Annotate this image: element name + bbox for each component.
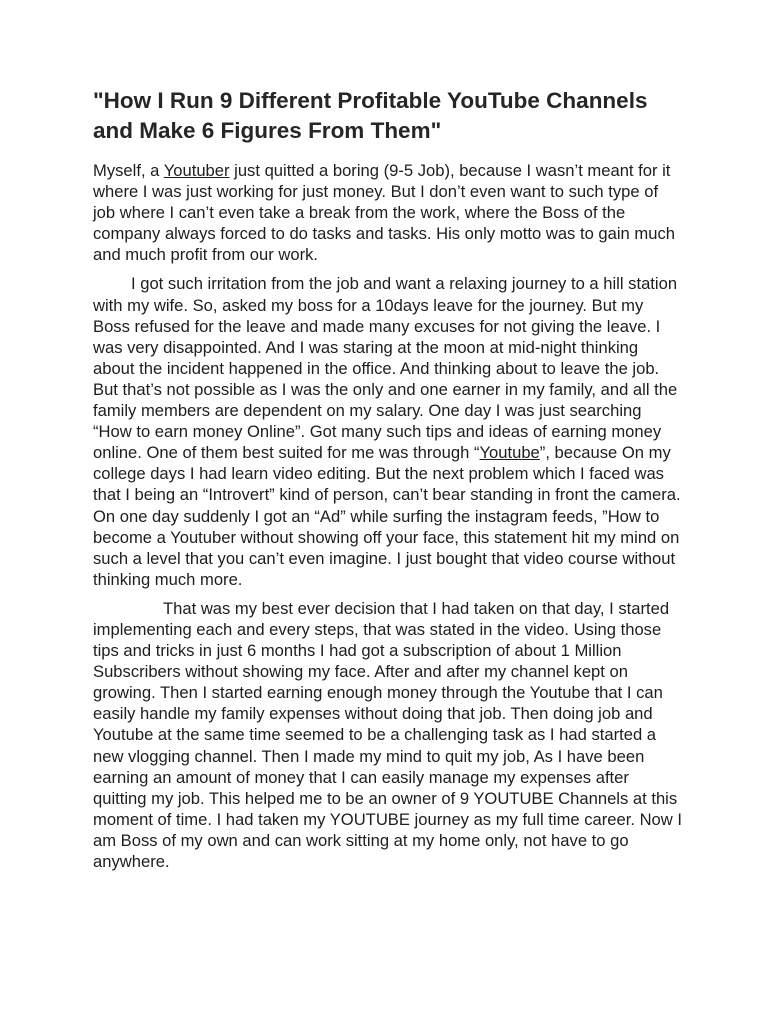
paragraph-3: That was my best ever decision that I had taken on that day, I started implementing each and every steps, that was stated in the video. Using those tips and tricks in just 6 months I had got a subscription of about 1 Million Subscribers without showing my face. After and after my channel kept on growing. Then I started earning enough money through the Youtube that I can easily handle my family expenses without doing that job. Then doing job and Youtube at the same time seemed to be a challenging task as I had started a new vlogging channel. Then I made my mind to quit my job, As I have been earning an amount of money that I can easily manage my expenses after quitting my job. This helped me to be an owner of 9 YOUTUBE Channels at this moment of time. I had taken my YOUTUBE journey as my full time career. Now I am Boss of my own and can work sitting at my home only, not have to go anywhere. xyxy=(93,598,682,871)
paragraph-1-text-start: Myself, a xyxy=(93,161,164,180)
document-title: "How I Run 9 Different Profitable YouTube Channels and Make 6 Figures From Them" xyxy=(93,88,648,143)
paragraph-1-text-end: just quitted a boring (9-5 Job), because I wasn’t meant for it where I was just working for just money. But I don’t even want to such type of job where I can’t even take a break from the work, where the Boss of the company always forced to do tasks and tasks. His only motto was to gain much and much profit from our work. xyxy=(93,161,675,265)
document-page xyxy=(93,86,683,880)
paragraph-1 xyxy=(93,160,683,265)
youtuber-link[interactable]: Youtuber xyxy=(163,161,230,180)
paragraph-2-text-end: ”, because On my college days I had learn video editing. But the next problem which I faced was that I being an “Introvert” kind of person, can’t bear standing in front the camera. On one day suddenly I got an “Ad” while surfing the instagram feeds, ”How to become a Youtuber without showing off your face, this statement hit my mind on such a level that you can’t even imagine. I just bought that video course without thinking much more. xyxy=(93,443,681,589)
paragraph-2 xyxy=(93,273,683,589)
paragraph-2-text-start: I got such irritation from the job and want a relaxing journey to a hill station with my wife. So, asked my boss for a 10days leave for the journey. But my Boss refused for the leave and made many excuses for not giving the leave. I was very disappointed. And I was staring at the moon at mid-night thinking about the incident happened in the office. And thinking about to leave the job. But that’s not possible as I was the only and one earner in my family, and all the family members are dependent on my salary. One day I was just searching “How to earn money Online”. Got many such tips and ideas of earning money online. One of them best suited for me was through “ xyxy=(93,274,678,463)
youtube-link[interactable]: Youtube xyxy=(479,443,540,463)
